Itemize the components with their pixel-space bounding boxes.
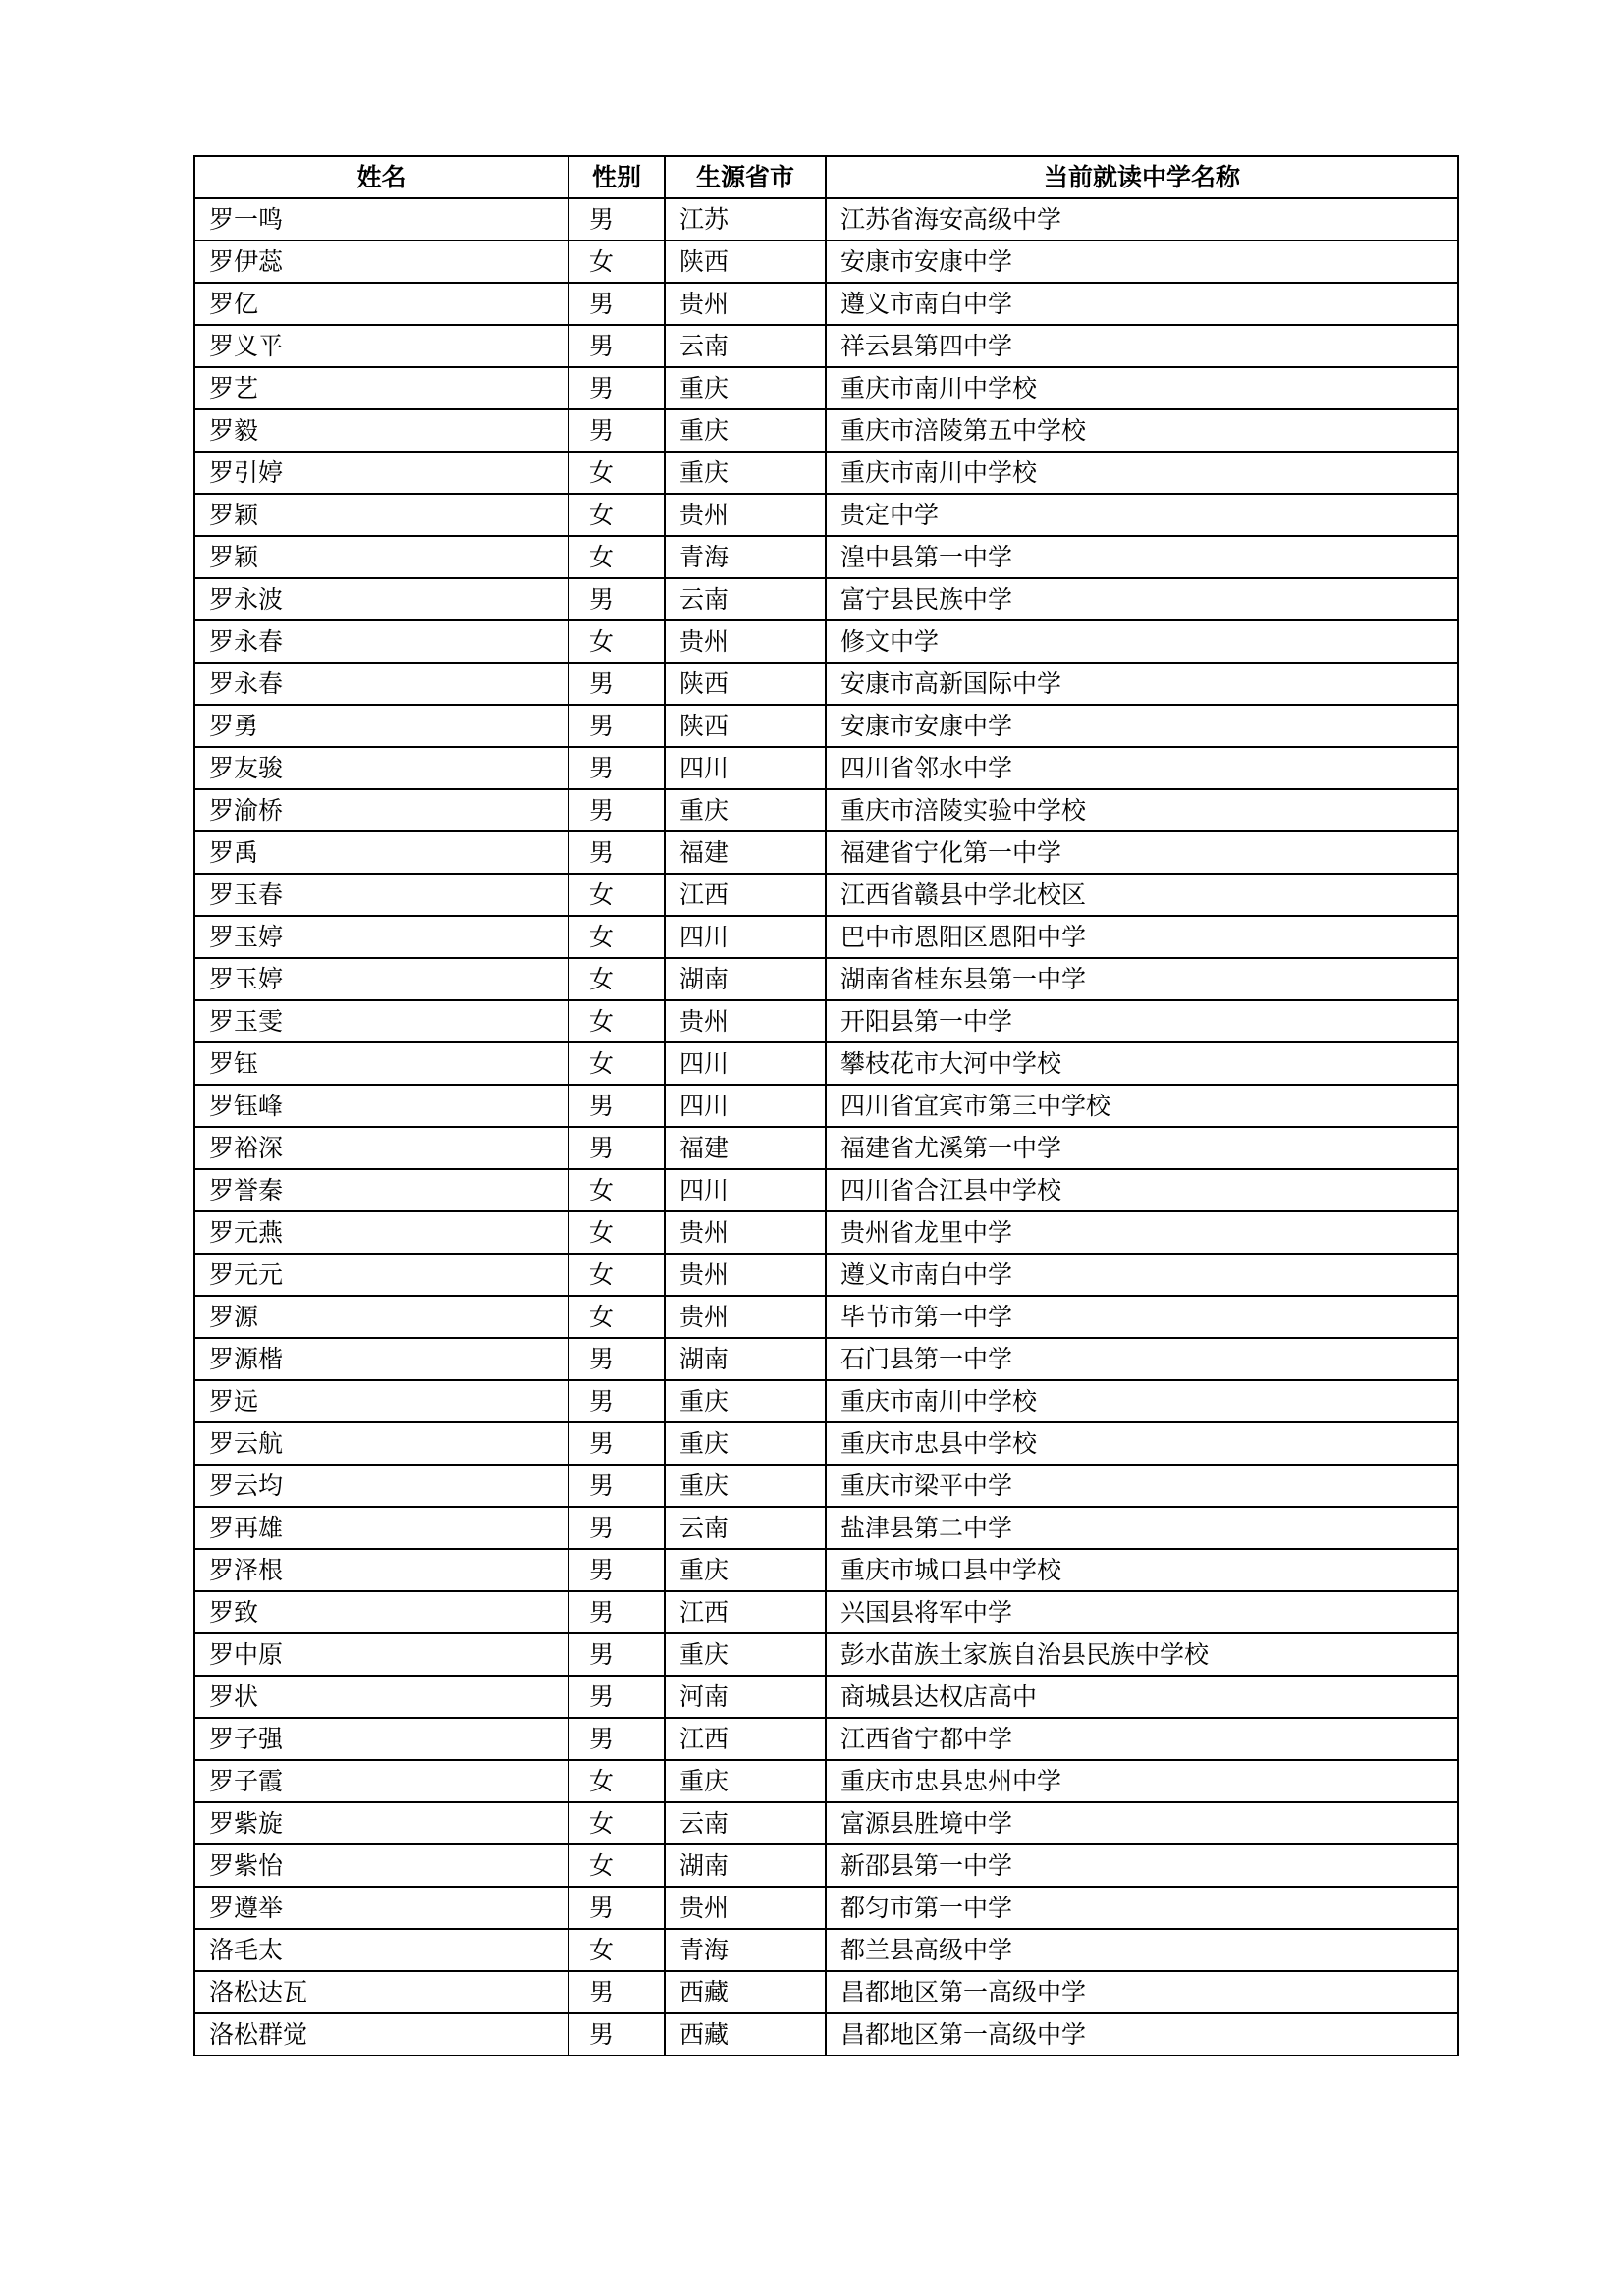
- table-body: [194, 198, 1458, 2056]
- cell-school: 修文中学: [826, 620, 1458, 663]
- table-row: [194, 747, 1458, 789]
- cell-school: 毕节市第一中学: [826, 1296, 1458, 1338]
- cell-name: 罗源: [194, 1296, 568, 1338]
- cell-school: 重庆市忠县中学校: [826, 1422, 1458, 1465]
- cell-school: 富源县胜境中学: [826, 1802, 1458, 1844]
- table-row: [194, 367, 1458, 409]
- cell-school: 江苏省海安高级中学: [826, 198, 1458, 240]
- cell-school: 湟中县第一中学: [826, 536, 1458, 578]
- cell-name: 罗玉婷: [194, 958, 568, 1000]
- cell-name: 罗源楷: [194, 1338, 568, 1380]
- cell-gender: 女: [568, 1042, 665, 1085]
- cell-gender: 女: [568, 1296, 665, 1338]
- cell-province: 重庆: [665, 1633, 826, 1676]
- cell-school: 重庆市南川中学校: [826, 367, 1458, 409]
- table-row: [194, 1465, 1458, 1507]
- cell-gender: 男: [568, 1887, 665, 1929]
- cell-name: 罗渝桥: [194, 789, 568, 831]
- cell-name: 罗钰: [194, 1042, 568, 1085]
- cell-province: 重庆: [665, 1549, 826, 1591]
- cell-name: 罗元燕: [194, 1211, 568, 1254]
- cell-gender: 女: [568, 958, 665, 1000]
- cell-gender: 女: [568, 1254, 665, 1296]
- cell-province: 贵州: [665, 283, 826, 325]
- table-row: [194, 240, 1458, 283]
- cell-province: 贵州: [665, 494, 826, 536]
- cell-name: 罗遵举: [194, 1887, 568, 1929]
- cell-name: 罗中原: [194, 1633, 568, 1676]
- cell-school: 重庆市南川中学校: [826, 1380, 1458, 1422]
- cell-province: 青海: [665, 536, 826, 578]
- table-row: [194, 705, 1458, 747]
- table-row: [194, 578, 1458, 620]
- cell-name: 罗颖: [194, 536, 568, 578]
- table-row: [194, 1549, 1458, 1591]
- cell-name: 罗伊蕊: [194, 240, 568, 283]
- cell-name: 罗永波: [194, 578, 568, 620]
- cell-name: 罗毅: [194, 409, 568, 452]
- cell-school: 攀枝花市大河中学校: [826, 1042, 1458, 1085]
- cell-gender: 女: [568, 1802, 665, 1844]
- cell-name: 洛毛太: [194, 1929, 568, 1971]
- cell-gender: 男: [568, 578, 665, 620]
- cell-gender: 男: [568, 705, 665, 747]
- table-row: [194, 1338, 1458, 1380]
- cell-gender: 女: [568, 1211, 665, 1254]
- cell-school: 安康市安康中学: [826, 240, 1458, 283]
- table-row: [194, 198, 1458, 240]
- cell-province: 重庆: [665, 1380, 826, 1422]
- cell-school: 湖南省桂东县第一中学: [826, 958, 1458, 1000]
- cell-name: 罗远: [194, 1380, 568, 1422]
- table-row: [194, 620, 1458, 663]
- table-row: [194, 1802, 1458, 1844]
- table-row: [194, 1127, 1458, 1169]
- cell-school: 重庆市忠县忠州中学: [826, 1760, 1458, 1802]
- cell-name: 罗致: [194, 1591, 568, 1633]
- cell-name: 罗禹: [194, 831, 568, 874]
- table-row: [194, 1169, 1458, 1211]
- table-row: [194, 1971, 1458, 2013]
- cell-name: 罗玉婷: [194, 916, 568, 958]
- cell-school: 四川省宜宾市第三中学校: [826, 1085, 1458, 1127]
- cell-name: 罗一鸣: [194, 198, 568, 240]
- cell-province: 重庆: [665, 1465, 826, 1507]
- header-school: 当前就读中学名称: [826, 156, 1458, 198]
- table-row: [194, 1085, 1458, 1127]
- cell-name: 罗子霞: [194, 1760, 568, 1802]
- cell-name: 罗亿: [194, 283, 568, 325]
- cell-name: 罗再雄: [194, 1507, 568, 1549]
- cell-province: 江西: [665, 1591, 826, 1633]
- cell-province: 贵州: [665, 1211, 826, 1254]
- table-row: [194, 1887, 1458, 1929]
- cell-gender: 男: [568, 1127, 665, 1169]
- table-row: [194, 536, 1458, 578]
- cell-school: 昌都地区第一高级中学: [826, 2013, 1458, 2056]
- cell-province: 江苏: [665, 198, 826, 240]
- table-row: [194, 1254, 1458, 1296]
- cell-province: 贵州: [665, 1254, 826, 1296]
- cell-name: 罗元元: [194, 1254, 568, 1296]
- cell-province: 青海: [665, 1929, 826, 1971]
- cell-province: 福建: [665, 1127, 826, 1169]
- cell-school: 遵义市南白中学: [826, 1254, 1458, 1296]
- cell-province: 江西: [665, 874, 826, 916]
- cell-school: 石门县第一中学: [826, 1338, 1458, 1380]
- cell-gender: 男: [568, 1591, 665, 1633]
- table-row: [194, 283, 1458, 325]
- cell-name: 罗状: [194, 1676, 568, 1718]
- cell-school: 遵义市南白中学: [826, 283, 1458, 325]
- cell-gender: 男: [568, 198, 665, 240]
- cell-gender: 男: [568, 1676, 665, 1718]
- cell-province: 重庆: [665, 789, 826, 831]
- cell-school: 祥云县第四中学: [826, 325, 1458, 367]
- student-roster-table: [193, 155, 1459, 2056]
- cell-name: 洛松群觉: [194, 2013, 568, 2056]
- table-row: [194, 1929, 1458, 1971]
- cell-province: 江西: [665, 1718, 826, 1760]
- cell-province: 重庆: [665, 367, 826, 409]
- cell-gender: 男: [568, 789, 665, 831]
- cell-gender: 男: [568, 367, 665, 409]
- cell-province: 湖南: [665, 1844, 826, 1887]
- cell-name: 罗玉雯: [194, 1000, 568, 1042]
- cell-school: 安康市高新国际中学: [826, 663, 1458, 705]
- cell-province: 贵州: [665, 1000, 826, 1042]
- cell-province: 陕西: [665, 663, 826, 705]
- table-row: [194, 1760, 1458, 1802]
- cell-name: 罗义平: [194, 325, 568, 367]
- cell-school: 盐津县第二中学: [826, 1507, 1458, 1549]
- cell-province: 四川: [665, 1169, 826, 1211]
- cell-school: 商城县达权店高中: [826, 1676, 1458, 1718]
- cell-province: 西藏: [665, 2013, 826, 2056]
- cell-gender: 女: [568, 874, 665, 916]
- cell-province: 云南: [665, 1507, 826, 1549]
- table-header-row: [194, 156, 1458, 198]
- cell-gender: 女: [568, 1169, 665, 1211]
- cell-school: 重庆市涪陵第五中学校: [826, 409, 1458, 452]
- cell-gender: 男: [568, 663, 665, 705]
- cell-name: 洛松达瓦: [194, 1971, 568, 2013]
- cell-name: 罗裕深: [194, 1127, 568, 1169]
- cell-gender: 男: [568, 1971, 665, 2013]
- table-row: [194, 2013, 1458, 2056]
- table-row: [194, 1718, 1458, 1760]
- cell-name: 罗艺: [194, 367, 568, 409]
- cell-province: 重庆: [665, 1760, 826, 1802]
- cell-name: 罗云均: [194, 1465, 568, 1507]
- cell-gender: 男: [568, 1085, 665, 1127]
- table-row: [194, 874, 1458, 916]
- cell-gender: 男: [568, 1633, 665, 1676]
- cell-school: 重庆市城口县中学校: [826, 1549, 1458, 1591]
- cell-province: 四川: [665, 1085, 826, 1127]
- cell-gender: 男: [568, 409, 665, 452]
- cell-province: 福建: [665, 831, 826, 874]
- header-name: 姓名: [194, 156, 568, 198]
- table-row: [194, 409, 1458, 452]
- cell-school: 江西省赣县中学北校区: [826, 874, 1458, 916]
- cell-name: 罗友骏: [194, 747, 568, 789]
- cell-province: 云南: [665, 1802, 826, 1844]
- cell-school: 昌都地区第一高级中学: [826, 1971, 1458, 2013]
- cell-school: 都匀市第一中学: [826, 1887, 1458, 1929]
- table-row: [194, 916, 1458, 958]
- cell-gender: 男: [568, 1718, 665, 1760]
- cell-province: 四川: [665, 747, 826, 789]
- cell-school: 江西省宁都中学: [826, 1718, 1458, 1760]
- table-row: [194, 1844, 1458, 1887]
- cell-gender: 女: [568, 916, 665, 958]
- cell-school: 福建省宁化第一中学: [826, 831, 1458, 874]
- cell-province: 陕西: [665, 705, 826, 747]
- cell-school: 兴国县将军中学: [826, 1591, 1458, 1633]
- cell-gender: 男: [568, 1338, 665, 1380]
- cell-province: 西藏: [665, 1971, 826, 2013]
- cell-gender: 男: [568, 2013, 665, 2056]
- cell-province: 云南: [665, 578, 826, 620]
- cell-school: 富宁县民族中学: [826, 578, 1458, 620]
- cell-gender: 女: [568, 240, 665, 283]
- table-row: [194, 325, 1458, 367]
- cell-gender: 女: [568, 1844, 665, 1887]
- cell-province: 陕西: [665, 240, 826, 283]
- cell-school: 重庆市涪陵实验中学校: [826, 789, 1458, 831]
- cell-gender: 女: [568, 494, 665, 536]
- cell-school: 安康市安康中学: [826, 705, 1458, 747]
- cell-province: 贵州: [665, 620, 826, 663]
- cell-gender: 男: [568, 1380, 665, 1422]
- table-row: [194, 1000, 1458, 1042]
- cell-gender: 男: [568, 1549, 665, 1591]
- table-row: [194, 789, 1458, 831]
- table-row: [194, 1676, 1458, 1718]
- cell-gender: 女: [568, 620, 665, 663]
- cell-name: 罗永春: [194, 663, 568, 705]
- cell-province: 湖南: [665, 1338, 826, 1380]
- cell-province: 贵州: [665, 1887, 826, 1929]
- table-row: [194, 1633, 1458, 1676]
- cell-gender: 男: [568, 325, 665, 367]
- table-row: [194, 1507, 1458, 1549]
- cell-name: 罗紫怡: [194, 1844, 568, 1887]
- cell-gender: 女: [568, 1929, 665, 1971]
- cell-name: 罗云航: [194, 1422, 568, 1465]
- cell-name: 罗钰峰: [194, 1085, 568, 1127]
- cell-name: 罗子强: [194, 1718, 568, 1760]
- cell-school: 新邵县第一中学: [826, 1844, 1458, 1887]
- cell-school: 四川省邻水中学: [826, 747, 1458, 789]
- table-row: [194, 1380, 1458, 1422]
- cell-province: 云南: [665, 325, 826, 367]
- cell-province: 贵州: [665, 1296, 826, 1338]
- cell-school: 四川省合江县中学校: [826, 1169, 1458, 1211]
- cell-province: 重庆: [665, 1422, 826, 1465]
- cell-name: 罗誉秦: [194, 1169, 568, 1211]
- cell-school: 福建省尤溪第一中学: [826, 1127, 1458, 1169]
- cell-gender: 男: [568, 831, 665, 874]
- cell-name: 罗泽根: [194, 1549, 568, 1591]
- cell-gender: 女: [568, 452, 665, 494]
- table-row: [194, 1422, 1458, 1465]
- cell-name: 罗永春: [194, 620, 568, 663]
- cell-gender: 女: [568, 1760, 665, 1802]
- cell-name: 罗玉春: [194, 874, 568, 916]
- cell-gender: 男: [568, 1465, 665, 1507]
- cell-school: 重庆市梁平中学: [826, 1465, 1458, 1507]
- cell-school: 彭水苗族土家族自治县民族中学校: [826, 1633, 1458, 1676]
- cell-gender: 男: [568, 283, 665, 325]
- cell-school: 开阳县第一中学: [826, 1000, 1458, 1042]
- table-row: [194, 1042, 1458, 1085]
- table-row: [194, 663, 1458, 705]
- table-row: [194, 958, 1458, 1000]
- table-row: [194, 1211, 1458, 1254]
- cell-gender: 男: [568, 747, 665, 789]
- cell-province: 重庆: [665, 452, 826, 494]
- table-row: [194, 494, 1458, 536]
- cell-gender: 女: [568, 1000, 665, 1042]
- cell-gender: 男: [568, 1507, 665, 1549]
- header-province: 生源省市: [665, 156, 826, 198]
- cell-school: 巴中市恩阳区恩阳中学: [826, 916, 1458, 958]
- cell-province: 河南: [665, 1676, 826, 1718]
- cell-school: 都兰县高级中学: [826, 1929, 1458, 1971]
- cell-province: 湖南: [665, 958, 826, 1000]
- cell-school: 重庆市南川中学校: [826, 452, 1458, 494]
- cell-school: 贵州省龙里中学: [826, 1211, 1458, 1254]
- cell-gender: 男: [568, 1422, 665, 1465]
- header-gender: 性别: [568, 156, 665, 198]
- cell-province: 重庆: [665, 409, 826, 452]
- cell-name: 罗勇: [194, 705, 568, 747]
- cell-province: 四川: [665, 916, 826, 958]
- cell-province: 四川: [665, 1042, 826, 1085]
- cell-name: 罗紫旋: [194, 1802, 568, 1844]
- cell-school: 贵定中学: [826, 494, 1458, 536]
- table-row: [194, 452, 1458, 494]
- cell-gender: 女: [568, 536, 665, 578]
- table-row: [194, 1591, 1458, 1633]
- cell-name: 罗颖: [194, 494, 568, 536]
- table-row: [194, 1296, 1458, 1338]
- cell-name: 罗引婷: [194, 452, 568, 494]
- table-row: [194, 831, 1458, 874]
